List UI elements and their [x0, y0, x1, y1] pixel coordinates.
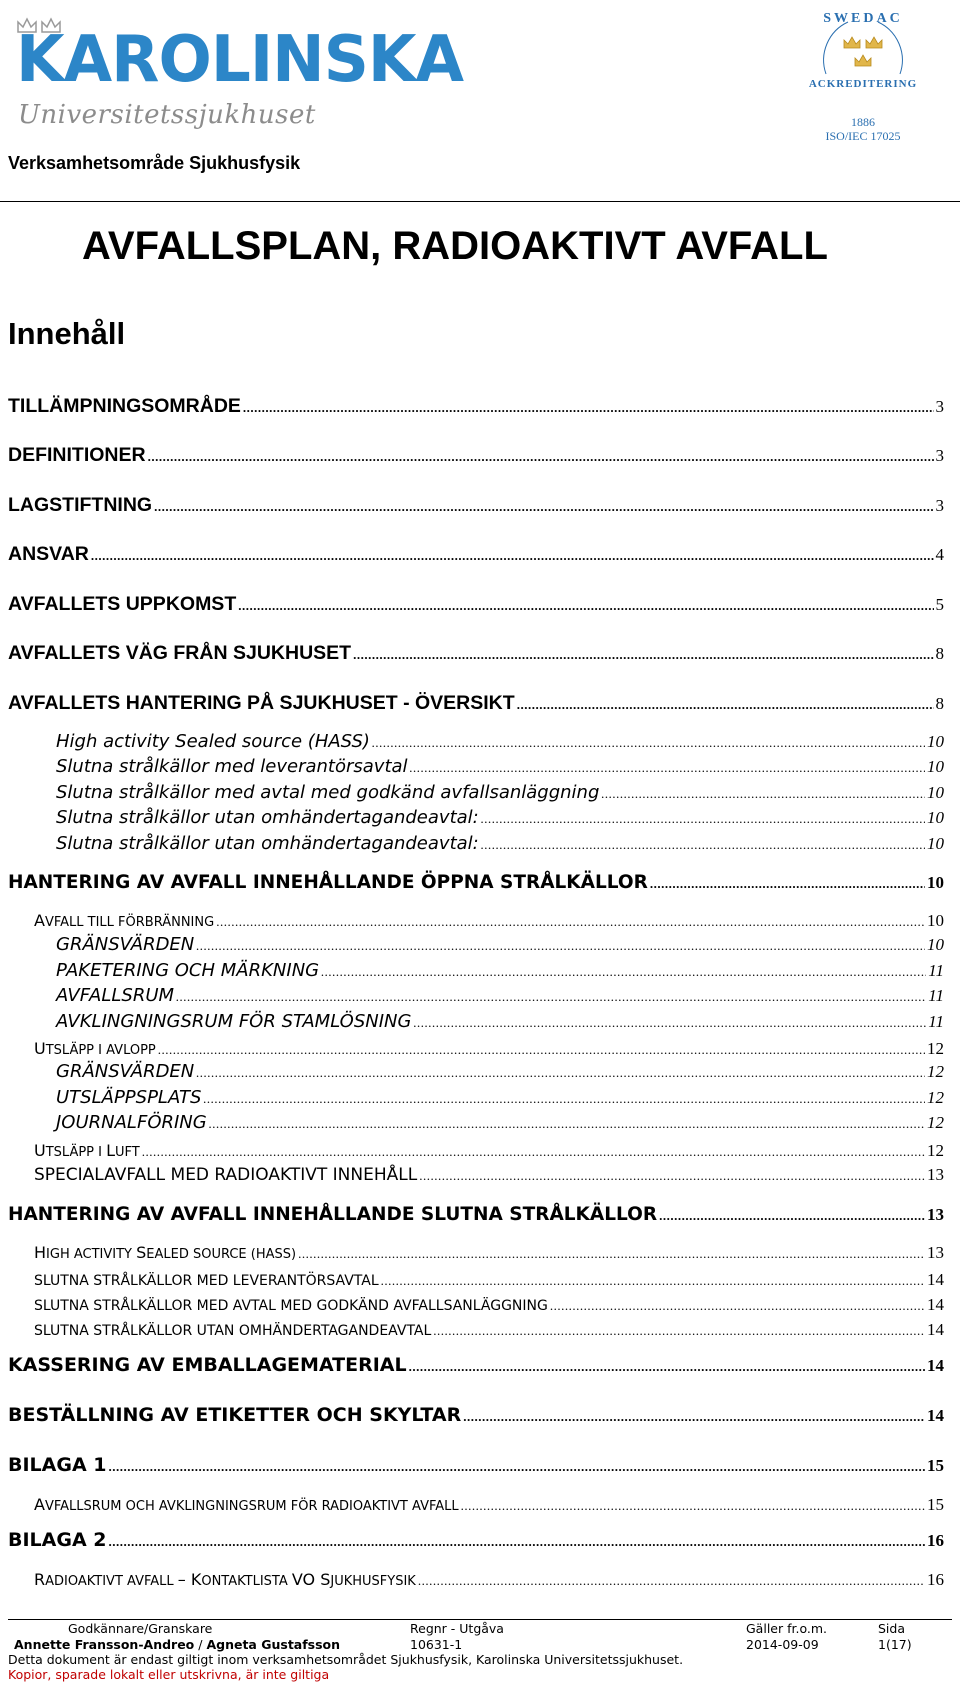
- toc-label: BILAGA 2: [8, 1529, 107, 1551]
- toc-page: 16: [927, 1570, 944, 1589]
- toc-leader: [410, 761, 925, 776]
- toc-label: AVKLINGNINGSRUM FÖR STAMLÖSNING: [56, 1011, 412, 1032]
- toc-label-rest: VFALL TILL FÖRBRÄNNING: [44, 915, 215, 930]
- toc-page: 5: [935, 595, 944, 614]
- toc-label-rest: TSLÄPP I: [45, 1145, 107, 1160]
- toc-leader: [196, 939, 925, 954]
- seal-top-text: SWEDAC: [823, 11, 903, 26]
- toc-label: High activity Sealed source (HASS): [56, 731, 370, 752]
- toc-leader: [550, 1299, 925, 1314]
- toc-label: SLUTNA STRÅLKÄLLOR UTAN OMHÄNDERTAGANDEAVTAL: [34, 1323, 432, 1339]
- approver-name-2: Agneta Gustafsson: [206, 1637, 341, 1652]
- toc-entry[interactable]: [8, 543, 944, 565]
- toc-leader: [461, 1499, 925, 1514]
- toc-leader: [418, 1574, 925, 1589]
- toc-page: 11: [928, 986, 944, 1005]
- toc-page: 3: [935, 397, 944, 416]
- approver-name-1: Annette Fransson-Andreo: [14, 1637, 195, 1652]
- toc-label-rest: TSLÄPP I AVLOPP: [45, 1043, 156, 1058]
- toc-entry[interactable]: [8, 395, 944, 417]
- toc-page: 13: [927, 1243, 944, 1262]
- toc-entry[interactable]: [34, 1320, 944, 1340]
- toc-label: Slutna strålkällor med avtal med godkänd avfallsanläggning: [56, 782, 600, 803]
- toc-leader: [353, 648, 933, 663]
- approver-label: Godkännare/Granskare: [68, 1621, 213, 1636]
- toc-leader: [142, 1145, 925, 1160]
- toc-label-cap: U: [34, 1039, 46, 1058]
- toc-entry[interactable]: [56, 783, 944, 804]
- toc-page: 4: [935, 545, 944, 564]
- toc-entry[interactable]: [34, 1270, 944, 1290]
- toc-label: Slutna strålkällor utan omhändertagandeavtal:: [56, 833, 479, 854]
- toc-heading: Innehåll: [8, 316, 126, 351]
- toc-leader: [659, 1209, 925, 1224]
- toc-page: 15: [927, 1495, 944, 1514]
- toc-entry[interactable]: [56, 757, 944, 778]
- toc-leader: [298, 1247, 925, 1262]
- toc-entry[interactable]: [8, 1455, 944, 1477]
- toc-entry[interactable]: [34, 1141, 944, 1161]
- seal-standard: ISO/IEC 17025: [825, 129, 901, 143]
- toc-page: 12: [927, 1141, 944, 1160]
- toc-label-cap: A: [34, 1495, 45, 1514]
- toc-label: AVFALLETS UPPKOMST: [8, 593, 237, 615]
- toc-page: 10: [927, 783, 944, 802]
- toc-page: 14: [927, 1270, 944, 1289]
- toc-entry[interactable]: [34, 1039, 944, 1059]
- regnr-value: 10631-1: [410, 1637, 463, 1652]
- toc-entry[interactable]: [56, 986, 944, 1007]
- toc-entry[interactable]: [34, 911, 944, 931]
- toc-label-rest: JUKHUSFYSIK: [330, 1574, 416, 1589]
- toc-leader: [321, 965, 926, 980]
- seal-number: 1886: [851, 115, 875, 129]
- toc-label: AVFALLSRUM: [56, 985, 175, 1006]
- page-label: Sida: [878, 1621, 906, 1636]
- toc-leader: [381, 1274, 925, 1289]
- toc-entry[interactable]: [56, 961, 944, 982]
- toc-leader: [433, 1324, 925, 1339]
- toc-entry[interactable]: [8, 692, 944, 714]
- toc-label-rest: ONTAKTLISTA: [201, 1574, 292, 1589]
- toc-entry[interactable]: [56, 1088, 944, 1109]
- toc-label-rest: EALED SOURCE (HASS): [146, 1247, 297, 1262]
- toc-entry[interactable]: [34, 1243, 944, 1263]
- toc-label-cap: U: [34, 1141, 46, 1160]
- toc-label-cap: S: [136, 1243, 147, 1262]
- toc-label-rest: UFT: [115, 1145, 140, 1160]
- valid-from-label: Gäller fr.o.m.: [746, 1621, 828, 1636]
- toc-leader: [481, 838, 925, 853]
- toc-label: TILLÄMPNINGSOMRÅDE: [8, 395, 241, 417]
- approver-separator: /: [194, 1637, 207, 1652]
- toc-label-cap: A: [34, 911, 45, 930]
- toc-label: Slutna strålkällor med leverantörsavtal: [56, 756, 408, 777]
- toc-label-cap: R: [34, 1570, 46, 1589]
- toc-label-cap: L: [106, 1141, 116, 1160]
- valid-from-value: 2014-09-09: [746, 1637, 819, 1652]
- toc-entry[interactable]: [8, 1530, 944, 1552]
- toc-page: 3: [935, 446, 944, 465]
- toc-leader: [372, 736, 925, 751]
- toc-label-rest: IGH ACTIVITY: [46, 1247, 137, 1262]
- toc-page: 14: [927, 1295, 944, 1314]
- toc-page: 14: [927, 1320, 944, 1339]
- toc-entry[interactable]: [56, 808, 944, 829]
- regnr-label: Regnr - Utgåva: [410, 1621, 504, 1636]
- department-name: Verksamhetsområde Sjukhusfysik: [8, 153, 301, 173]
- toc-label-cap: H: [34, 1243, 47, 1262]
- toc-label: BESTÄLLNING AV ETIKETTER OCH SKYLTAR: [8, 1404, 462, 1426]
- toc-label: LAGSTIFTNING: [8, 494, 153, 516]
- toc-entry[interactable]: [34, 1295, 944, 1315]
- toc-label: SPECIALAVFALL MED RADIOAKTIVT INNEHÅLL: [34, 1165, 418, 1185]
- toc-page: 15: [927, 1456, 944, 1475]
- header-divider: [0, 201, 960, 202]
- validity-notice: Detta dokument är endast giltigt inom verksamhetsområdet Sjukhusfysik, Karolinska Universitetssjukhuset.: [8, 1652, 684, 1667]
- toc-page: 10: [927, 732, 944, 751]
- toc-leader: [203, 1092, 925, 1107]
- toc-page: 10: [927, 911, 944, 930]
- toc-entry[interactable]: [8, 1204, 944, 1225]
- page-value: 1(17): [878, 1637, 912, 1652]
- swedac-seal: [808, 4, 918, 144]
- toc-page: 11: [928, 961, 944, 980]
- toc-page: 10: [927, 834, 944, 853]
- toc-leader: [109, 1460, 926, 1475]
- toc-entry[interactable]: [34, 1570, 944, 1590]
- toc-page: 11: [928, 1012, 944, 1031]
- toc-label-rest: VFALLSRUM OCH AVKLINGNINGSRUM FÖR RADIOAKTIVT AVFALL: [44, 1499, 459, 1514]
- toc-leader: [158, 1043, 925, 1058]
- toc-leader: [148, 450, 934, 465]
- toc-label-rest: ADIOAKTIVT AVFALL: [45, 1574, 178, 1589]
- toc-entry[interactable]: [8, 593, 944, 615]
- approver-value: [14, 1637, 340, 1652]
- toc-page: 13: [927, 1165, 944, 1184]
- toc-leader: [517, 698, 934, 713]
- toc-entry[interactable]: [56, 732, 944, 753]
- toc-leader: [463, 1410, 925, 1425]
- toc-entry[interactable]: [8, 1355, 944, 1377]
- brand-subtitle: Universitetssjukhuset: [18, 100, 316, 130]
- toc-entry[interactable]: [56, 935, 944, 956]
- footer-divider: [8, 1619, 952, 1620]
- toc-label: KASSERING AV EMBALLAGEMATERIAL: [8, 1354, 407, 1376]
- toc-leader: [216, 915, 925, 930]
- toc-label: GRÄNSVÄRDEN: [56, 934, 195, 955]
- toc-label: ANSVAR: [8, 543, 89, 565]
- toc-page: 8: [935, 644, 944, 663]
- toc-page: 13: [927, 1205, 944, 1224]
- toc-page: 8: [935, 694, 944, 713]
- toc-page: 16: [927, 1531, 944, 1550]
- toc-label: HANTERING AV AVFALL INNEHÅLLANDE SLUTNA STRÅLKÄLLOR: [8, 1204, 658, 1225]
- toc-leader: [413, 1016, 926, 1031]
- toc-label: AVFALLETS VÄG FRÅN SJUKHUSET: [8, 642, 352, 664]
- toc-entry[interactable]: [34, 1495, 944, 1515]
- toc-entry[interactable]: [8, 872, 944, 893]
- toc-leader: [154, 500, 933, 515]
- toc-leader: [243, 401, 934, 416]
- toc-label: GRÄNSVÄRDEN: [56, 1061, 195, 1082]
- toc-label: HANTERING AV AVFALL INNEHÅLLANDE ÖPPNA STRÅLKÄLLOR: [8, 872, 648, 893]
- toc-leader: [409, 1360, 925, 1375]
- toc-entry[interactable]: [56, 1012, 944, 1033]
- toc-leader: [419, 1169, 925, 1184]
- brand-name: KAROLINSKA: [16, 23, 464, 97]
- toc-page: 12: [927, 1039, 944, 1058]
- karolinska-logo: [16, 12, 476, 130]
- toc-label: BILAGA 1: [8, 1454, 107, 1476]
- toc-page: 10: [927, 808, 944, 827]
- toc-label-cap: VO S: [291, 1570, 331, 1589]
- toc-entry[interactable]: [8, 642, 944, 664]
- toc-label: UTSLÄPPSPLATS: [56, 1087, 202, 1108]
- toc-entry[interactable]: [34, 1165, 944, 1186]
- toc-leader: [209, 1117, 925, 1132]
- toc-entry[interactable]: [56, 1113, 944, 1134]
- toc-entry[interactable]: [56, 834, 944, 855]
- toc-entry[interactable]: [56, 1062, 944, 1083]
- toc-leader: [109, 1535, 926, 1550]
- toc-entry[interactable]: [8, 494, 944, 516]
- toc-page: 3: [935, 496, 944, 515]
- toc-label: PAKETERING OCH MÄRKNING: [56, 960, 320, 981]
- toc-label: AVFALLETS HANTERING PÅ SJUKHUSET - ÖVERSIKT: [8, 692, 515, 714]
- toc-leader: [238, 599, 933, 614]
- document-title: AVFALLSPLAN, RADIOAKTIVT AVFALL: [82, 224, 828, 268]
- toc-page: 12: [927, 1088, 944, 1107]
- toc-leader: [601, 787, 925, 802]
- toc-page: 12: [927, 1062, 944, 1081]
- toc-leader: [650, 877, 925, 892]
- toc-page: 12: [927, 1113, 944, 1132]
- seal-side-text: ACKREDITERING: [808, 78, 918, 90]
- toc-page: 14: [927, 1406, 944, 1425]
- toc-leader: [481, 812, 925, 827]
- copy-warning: Kopior, sparade lokalt eller utskrivna, är inte giltiga: [8, 1667, 330, 1682]
- toc-label: Slutna strålkällor utan omhändertagandeavtal:: [56, 807, 479, 828]
- toc-entry[interactable]: [8, 1405, 944, 1427]
- toc-leader: [196, 1066, 925, 1081]
- toc-entry[interactable]: [8, 444, 944, 466]
- toc-label: JOURNALFÖRING: [56, 1112, 207, 1133]
- toc-page: 10: [927, 757, 944, 776]
- toc-page: 10: [927, 935, 944, 954]
- toc-label: SLUTNA STRÅLKÄLLOR MED AVTAL MED GODKÄND AVFALLSANLÄGGNING: [34, 1298, 548, 1314]
- toc-page: 14: [927, 1356, 944, 1375]
- toc-page: 10: [927, 873, 944, 892]
- toc-leader: [176, 990, 926, 1005]
- toc-label-cap: – K: [177, 1570, 202, 1589]
- toc-label: DEFINITIONER: [8, 444, 146, 466]
- toc-label: SLUTNA STRÅLKÄLLOR MED LEVERANTÖRSAVTAL: [34, 1273, 379, 1289]
- toc-leader: [91, 549, 934, 564]
